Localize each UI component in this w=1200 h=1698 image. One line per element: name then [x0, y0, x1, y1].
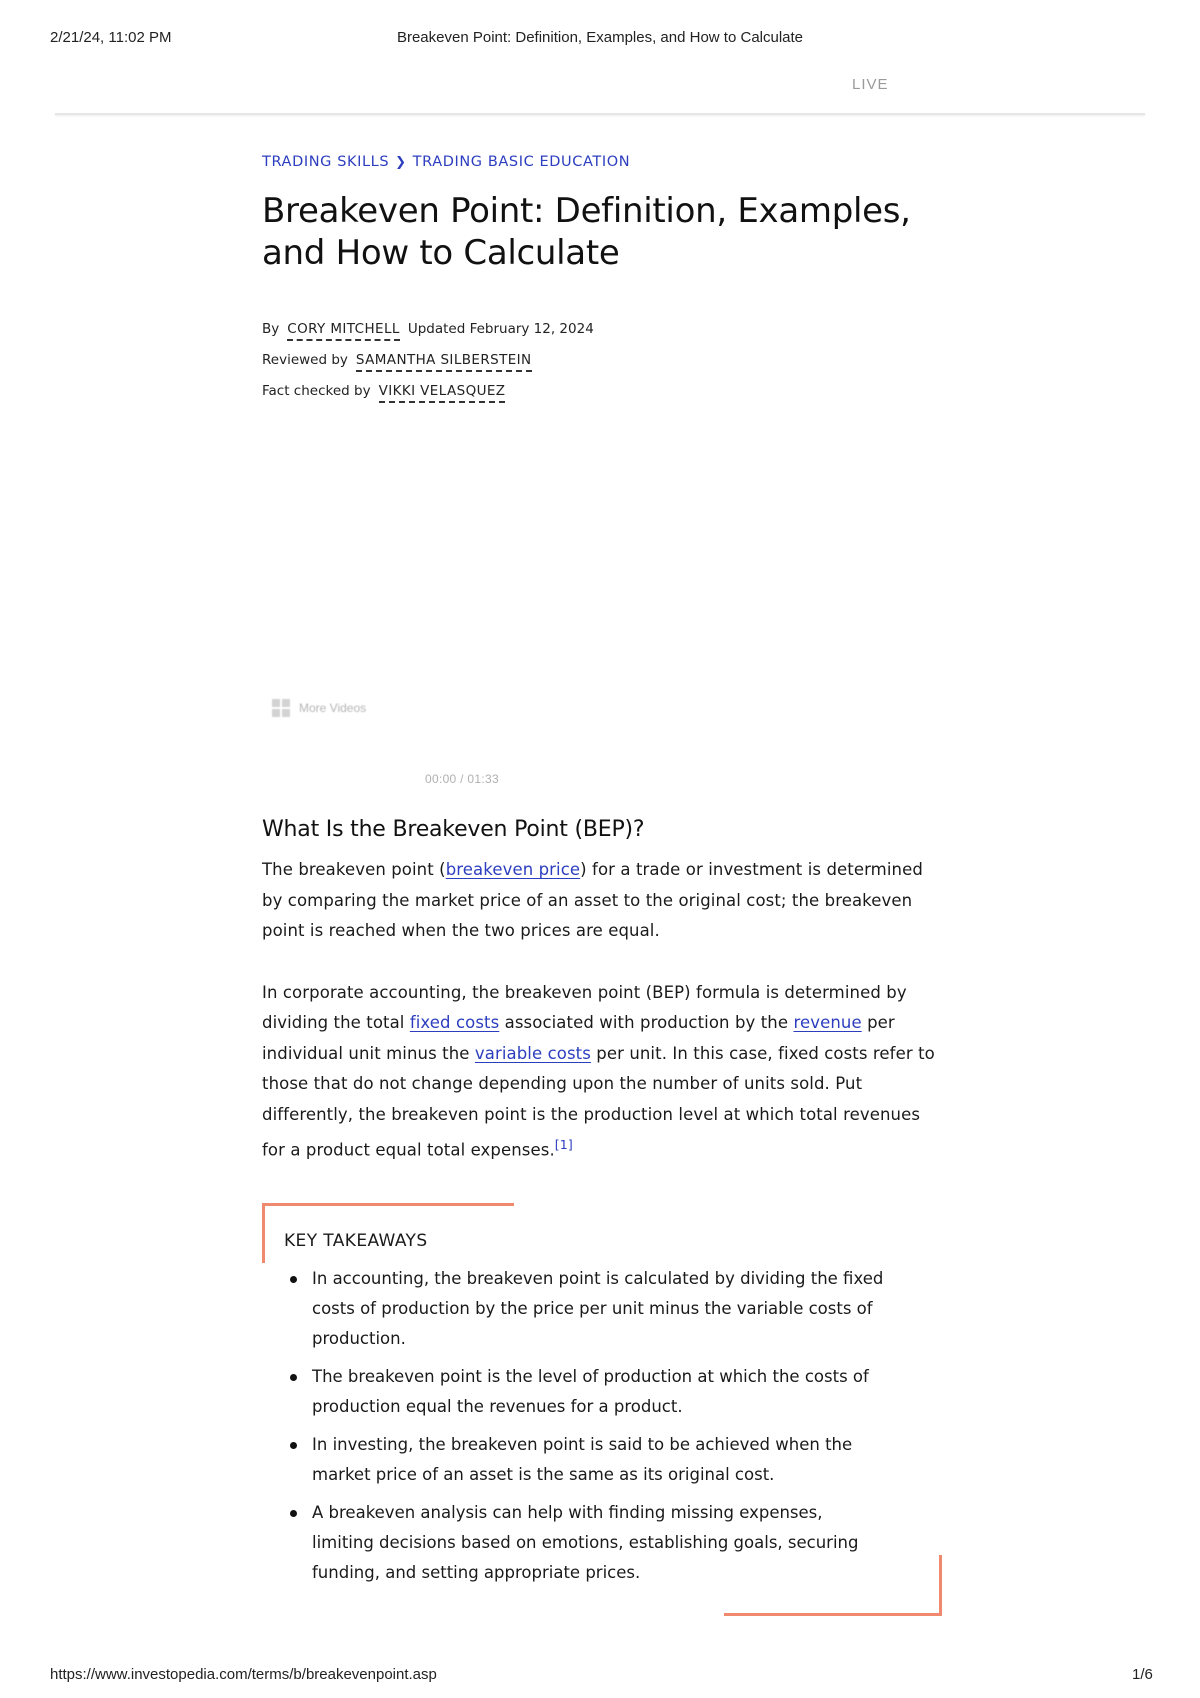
key-takeaways-title: KEY TAKEAWAYS: [284, 1231, 428, 1251]
video-time-readout: 00:00 / 01:33: [425, 772, 499, 786]
fact-checked-by-label: Fact checked by: [262, 383, 371, 399]
intro-paragraph: [262, 855, 942, 947]
takeaway-item: [288, 1264, 888, 1354]
video-player[interactable]: [262, 417, 942, 797]
print-doc-title: Breakeven Point: Definition, Examples, and How to Calculate: [396, 29, 804, 46]
print-page-number: 1/6: [1132, 1666, 1153, 1683]
link-variable-costs[interactable]: variable costs: [474, 1043, 591, 1063]
live-button[interactable]: LIVE: [852, 76, 889, 93]
text-span: ) for a trade or investment is determined by comparing the market price of an asset to the original cost; the breakeven point is reached when the two prices are equal.: [262, 860, 923, 940]
breadcrumb-link-trading-skills[interactable]: TRADING SKILLS: [262, 154, 390, 170]
bullet-icon: [290, 1276, 297, 1283]
key-takeaways-box: [262, 1203, 942, 1623]
byline: [262, 314, 942, 407]
text-span: In corporate accounting, the breakeven point (BEP) formula is determined by dividing the total: [262, 982, 907, 1032]
text-span: associated with production by the: [499, 1013, 794, 1032]
chevron-right-icon: ❯: [395, 154, 407, 170]
more-videos-button[interactable]: [272, 699, 366, 717]
print-header: [0, 29, 1200, 49]
takeaway-item: [288, 1498, 888, 1588]
updated-date: Updated February 12, 2024: [407, 321, 594, 337]
article: [262, 150, 942, 1623]
print-url: https://www.investopedia.com/terms/b/breakevenpoint.asp: [50, 1666, 437, 1683]
reviewer-link[interactable]: SAMANTHA SILBERSTEIN: [356, 351, 532, 372]
link-fixed-costs[interactable]: fixed costs: [409, 1013, 500, 1032]
page-title: Breakeven Point: Definition, Examples, and How to Calculate: [262, 191, 911, 273]
print-datetime: 2/21/24, 11:02 PM: [50, 29, 172, 46]
accounting-paragraph: [262, 978, 942, 1167]
reviewed-by-label: Reviewed by: [262, 352, 348, 368]
takeaway-item: [288, 1430, 888, 1490]
grid-icon: [272, 699, 290, 717]
byline-author-row: [262, 314, 942, 345]
more-videos-label: More Videos: [299, 701, 367, 715]
takeaway-text: The breakeven point is the level of production at which the costs of production equal the revenues for a product.: [312, 1367, 869, 1416]
byline-reviewer-row: [262, 345, 942, 376]
takeaway-text: In investing, the breakeven point is said to be achieved when the market price of an asset is the same as its original cost.: [312, 1435, 853, 1484]
takeaway-text: A breakeven analysis can help with finding missing expenses, limiting decisions based on emotions, establishing goals, securing funding, and setting appropriate prices.: [312, 1503, 859, 1582]
bullet-icon: [290, 1442, 297, 1449]
takeaways-border-bottom: [724, 1613, 942, 1616]
by-label: By: [262, 321, 280, 337]
key-takeaways-list: [288, 1264, 888, 1596]
author-link[interactable]: CORY MITCHELL: [287, 320, 400, 341]
breadcrumb-link-trading-basic-education[interactable]: TRADING BASIC EDUCATION: [412, 154, 631, 170]
citation-link[interactable]: [1]: [554, 1137, 573, 1152]
byline-factcheck-row: [262, 376, 942, 407]
takeaway-item: [288, 1362, 888, 1422]
breadcrumb: [262, 150, 942, 174]
takeaway-text: In accounting, the breakeven point is calculated by dividing the fixed costs of production by the price per unit minus the variable costs of production.: [312, 1269, 884, 1348]
header-divider: [55, 113, 1145, 115]
bullet-icon: [290, 1374, 297, 1381]
takeaways-border-top: [262, 1203, 514, 1206]
citation-sup: [555, 1137, 573, 1153]
text-span: per unit. In this case, fixed costs refer to those that do not change depending upon the number of units sold. Put differently, the breakeven point is the production level at which total revenues for a product equal total expenses.: [262, 1043, 935, 1160]
text-span: The breakeven point (: [262, 860, 446, 879]
takeaways-border-left: [262, 1203, 265, 1263]
factchecker-link[interactable]: VIKKI VELASQUEZ: [379, 382, 506, 403]
link-revenue[interactable]: revenue: [793, 1013, 862, 1032]
section-heading: What Is the Breakeven Point (BEP)?: [262, 817, 645, 842]
link-breakeven-price[interactable]: breakeven price: [445, 860, 581, 879]
text-span: per individual unit minus the: [262, 1013, 895, 1063]
takeaways-border-right: [939, 1555, 942, 1616]
bullet-icon: [290, 1510, 297, 1517]
